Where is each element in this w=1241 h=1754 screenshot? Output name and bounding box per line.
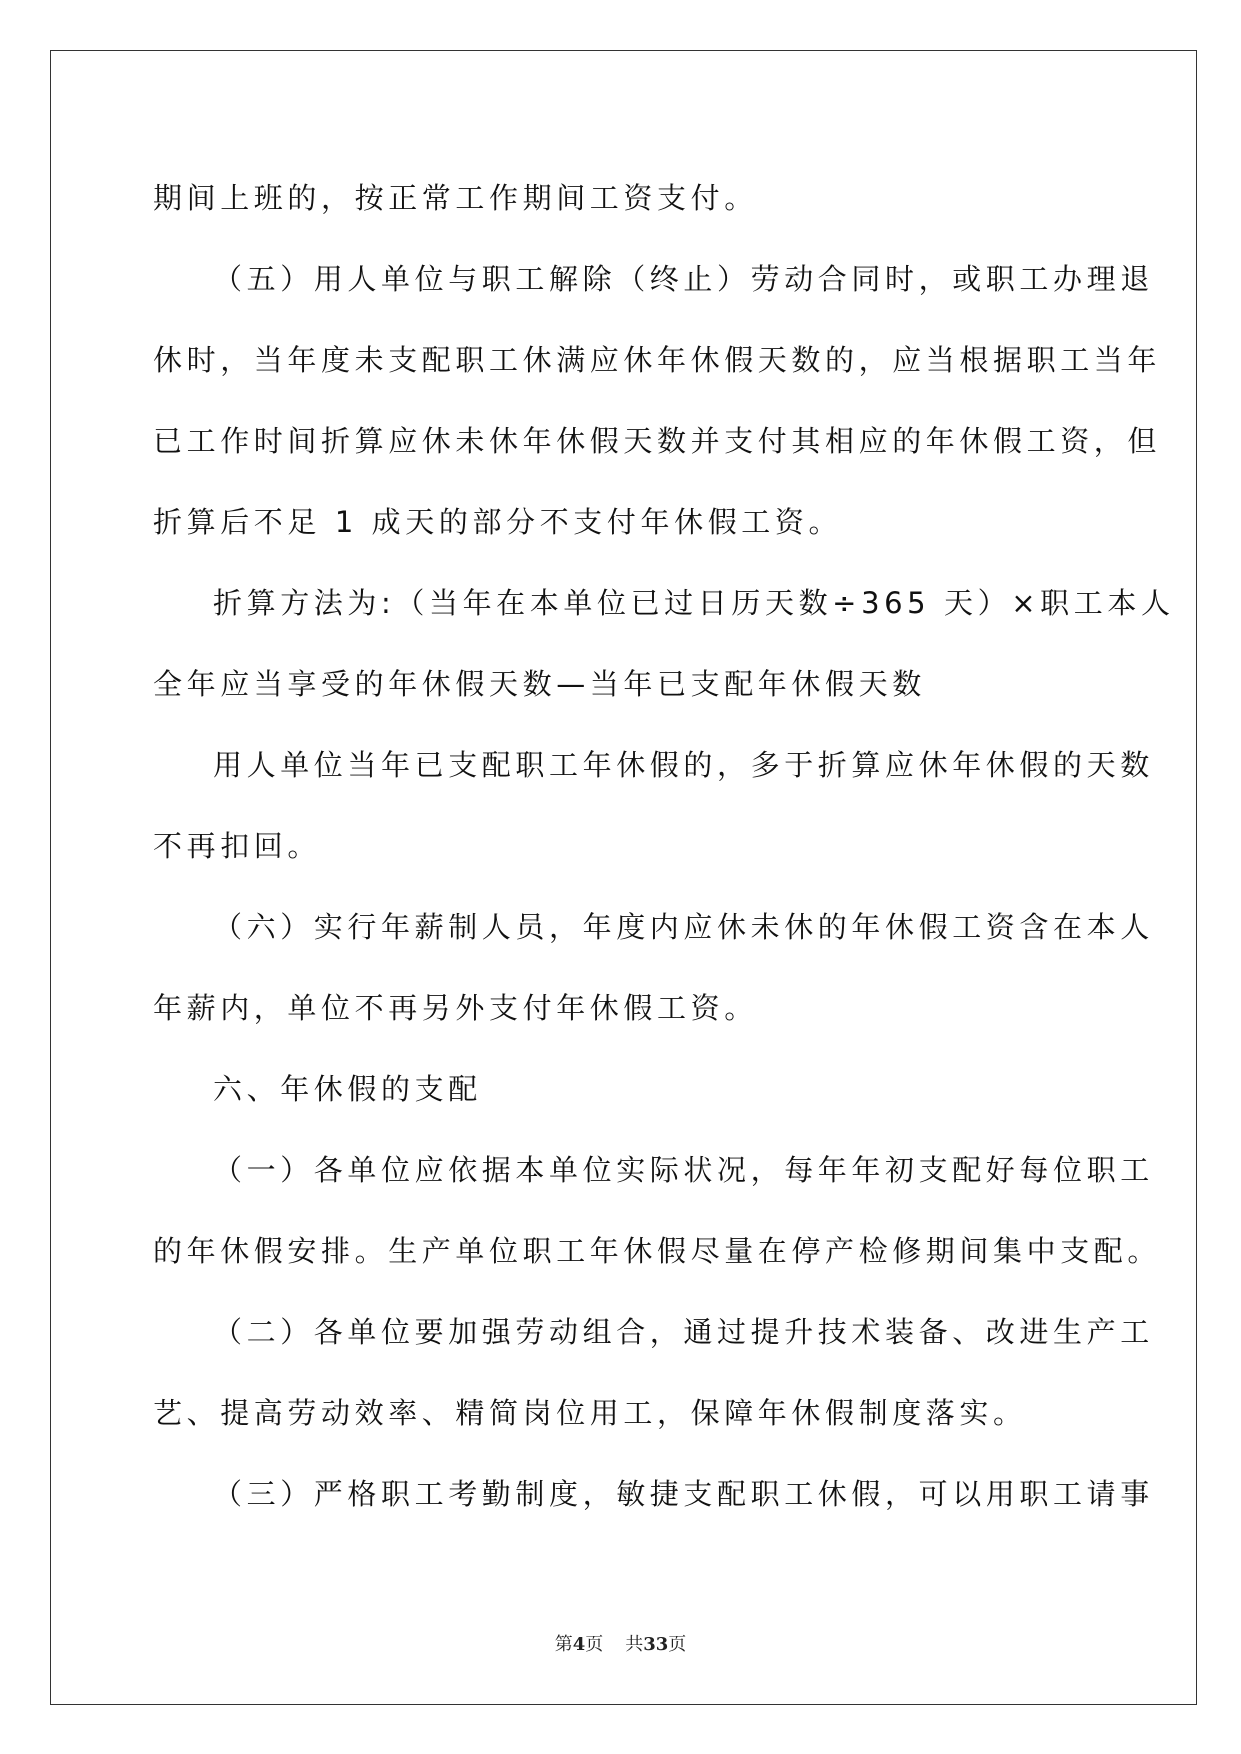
section-heading: 六、年休假的支配 <box>213 1072 482 1106</box>
paragraph-line: （五）用人单位与职工解除（终止）劳动合同时，或职工办理退 <box>213 262 1154 296</box>
page-unit: 页 <box>585 1634 604 1655</box>
paragraph-line: 折算后不足 1 成天的部分不支付年休假工资。 <box>153 505 843 539</box>
paragraph-line: （一）各单位应依据本单位实际状况，每年年初支配好每位职工 <box>213 1153 1154 1187</box>
page-footer <box>0 1630 1241 1656</box>
paragraph-line: 不再扣回。 <box>153 829 322 863</box>
total-unit: 页 <box>668 1634 687 1655</box>
total-prefix: 共 <box>625 1634 644 1655</box>
document-body <box>153 158 1175 1535</box>
paragraph-line: 折算方法为:（当年在本单位已过日历天数÷365 天）×职工本人 <box>213 586 1175 620</box>
paragraph-line: 的年休假安排。生产单位职工年休假尽量在停产检修期间集中支配。 <box>153 1234 1162 1268</box>
paragraph-line: 艺、提高劳动效率、精简岗位用工，保障年休假制度落实。 <box>153 1396 1027 1430</box>
paragraph-line: （三）严格职工考勤制度，敏捷支配职工休假，可以用职工请事 <box>213 1477 1154 1511</box>
paragraph-line: （六）实行年薪制人员，年度内应休未休的年休假工资含在本人 <box>213 910 1154 944</box>
paragraph-line: 期间上班的，按正常工作期间工资支付。 <box>153 181 758 215</box>
paragraph-line: 已工作时间折算应休未休年休假天数并支付其相应的年休假工资，但 <box>153 424 1162 458</box>
paragraph-line: （二）各单位要加强劳动组合，通过提升技术装备、改进生产工 <box>213 1315 1154 1349</box>
page-prefix: 第 <box>554 1634 573 1655</box>
page-current: 4 <box>572 1634 586 1655</box>
paragraph-line: 用人单位当年已支配职工年休假的，多于折算应休年休假的天数 <box>213 748 1154 782</box>
paragraph-line: 全年应当享受的年休假天数—当年已支配年休假天数 <box>153 667 926 701</box>
paragraph-line: 休时，当年度未支配职工休满应休年休假天数的，应当根据职工当年 <box>153 343 1162 377</box>
paragraph-line: 年薪内，单位不再另外支付年休假工资。 <box>153 991 758 1025</box>
page-total: 33 <box>643 1634 669 1655</box>
